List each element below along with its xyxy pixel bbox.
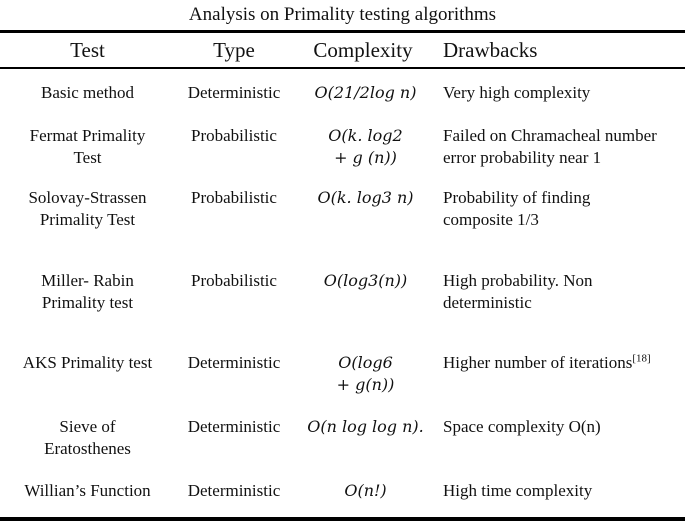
- test-name-line: Primality Test: [39, 210, 136, 229]
- type-cell: Probabilistic: [191, 126, 277, 145]
- test-name-cell: [0, 82, 175, 104]
- type-cell: Deterministic: [187, 417, 281, 436]
- bottom-rule: [0, 517, 685, 521]
- header-complexity: Complexity: [313, 38, 413, 62]
- header-type: Type: [213, 38, 255, 62]
- complexity-line: O(n log log n).: [307, 417, 424, 436]
- test-name-cell: [0, 416, 175, 460]
- complexity-line: + g(n)): [336, 375, 395, 394]
- drawbacks-line: Space complexity O(n): [443, 417, 601, 436]
- header-drawbacks: Drawbacks: [443, 38, 538, 62]
- drawbacks-line: error probability near 1: [443, 148, 602, 167]
- test-name-cell: [0, 125, 175, 169]
- drawbacks-cell: [443, 125, 683, 169]
- drawbacks-line: Probability of finding: [443, 188, 591, 207]
- type-cell: Deterministic: [187, 481, 281, 500]
- type-cell: Probabilistic: [191, 271, 277, 290]
- test-name-line: Solovay-Strassen: [28, 188, 147, 207]
- test-name-cell: [0, 480, 175, 502]
- complexity-line: O(log3(n)): [323, 271, 408, 290]
- complexity-cell: [293, 187, 438, 209]
- test-name-line: Test: [73, 148, 102, 167]
- complexity-line: O(k. log2: [328, 126, 403, 145]
- test-name-line: Miller- Rabin: [41, 271, 134, 290]
- complexity-line: O(21/2log n): [314, 83, 417, 102]
- drawbacks-cell: [443, 352, 683, 374]
- drawbacks-line: High time complexity: [443, 481, 593, 500]
- drawbacks-text: Higher number of iterations: [443, 353, 633, 372]
- type-cell: Deterministic: [187, 353, 281, 372]
- test-name-line: AKS Primality test: [22, 353, 153, 372]
- complexity-cell: [293, 352, 438, 396]
- type-cell: Deterministic: [187, 83, 281, 102]
- drawbacks-cell: [443, 82, 683, 104]
- complexity-cell: [293, 480, 438, 502]
- test-name-line: Basic method: [40, 83, 134, 102]
- drawbacks-line: High probability. Non: [443, 271, 593, 290]
- complexity-line: O(k. log3 n): [317, 188, 414, 207]
- type-cell: Probabilistic: [191, 188, 277, 207]
- complexity-line: O(n!): [344, 481, 387, 500]
- complexity-line: + g (n)): [334, 148, 397, 167]
- table-caption: Analysis on Primality testing algorithms: [188, 4, 497, 25]
- drawbacks-cell: [443, 480, 683, 502]
- test-name-line: Willian’s Function: [24, 481, 151, 500]
- drawbacks-line: composite 1/3: [443, 210, 539, 229]
- test-name-line: Sieve of: [59, 417, 116, 436]
- drawbacks-cell: [443, 416, 683, 438]
- complexity-cell: [293, 270, 438, 292]
- header-test: Test: [70, 38, 105, 62]
- test-name-line: Fermat Primality: [29, 126, 146, 145]
- drawbacks-cell: [443, 270, 683, 314]
- top-rule: [0, 30, 685, 33]
- test-name-cell: [0, 352, 175, 374]
- complexity-cell: [293, 416, 438, 438]
- drawbacks-line: Very high complexity: [443, 83, 591, 102]
- test-name-line: Eratosthenes: [44, 439, 131, 458]
- complexity-cell: [293, 125, 438, 169]
- drawbacks-line: [443, 352, 683, 374]
- drawbacks-cell: [443, 187, 683, 231]
- test-name-line: Primality test: [41, 293, 134, 312]
- complexity-cell: [293, 82, 438, 104]
- complexity-line: O(log6: [338, 353, 393, 372]
- test-name-cell: [0, 270, 175, 314]
- citation-reference: [18]: [632, 352, 651, 365]
- drawbacks-line: Failed on Chramacheal number: [443, 126, 657, 145]
- drawbacks-line: deterministic: [443, 293, 532, 312]
- test-name-cell: [0, 187, 175, 231]
- header-rule: [0, 67, 685, 69]
